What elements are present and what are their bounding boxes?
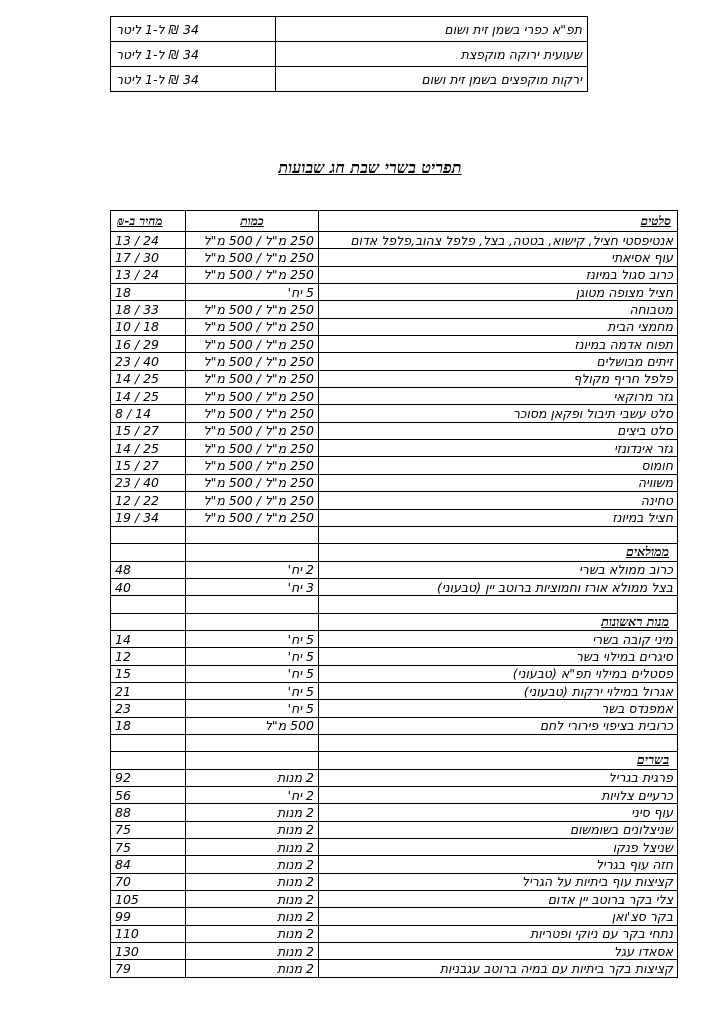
item-name: כרוב ממולא בשרי [319, 561, 678, 578]
blank-row [111, 526, 678, 543]
item-price: 25 / 14 [111, 440, 186, 457]
item-quantity: 250 מ"ל / 500 מ"ל [186, 492, 319, 509]
item-quantity: 250 מ"ל / 500 מ"ל [186, 457, 319, 474]
item-price: 34 ₪ ל-1 ליטר [111, 42, 276, 67]
item-name: ירקות מוקפצים בשמן זית ושום [276, 67, 588, 92]
menu-item-row [111, 284, 678, 301]
item-quantity: 250 מ"ל / 500 מ"ל [186, 440, 319, 457]
item-price: 79 [111, 960, 186, 977]
item-quantity: 5 יח' [186, 665, 319, 682]
menu-item-row [111, 891, 678, 908]
item-name: שניצלונים בשומשום [319, 821, 678, 838]
header-qty: כמות [186, 211, 319, 232]
menu-item-row [111, 700, 678, 717]
item-name: קציצות בקר ביתיות עם במיה ברוטב עגבניות [319, 960, 678, 977]
item-quantity: 250 מ"ל / 500 מ"ל [186, 370, 319, 387]
item-quantity: 2 מנות [186, 804, 319, 821]
menu-table-body [111, 232, 678, 978]
item-price: 34 / 19 [111, 509, 186, 526]
item-name: סיגרים במילוי בשר [319, 648, 678, 665]
item-name: טחינה [319, 492, 678, 509]
item-price: 25 / 14 [111, 370, 186, 387]
item-quantity: 250 מ"ל / 500 מ"ל [186, 318, 319, 335]
item-quantity: 2 מנות [186, 769, 319, 786]
menu-item-row [111, 492, 678, 509]
menu-item-row [111, 873, 678, 890]
item-name: זיתים מבושלים [319, 353, 678, 370]
menu-item-row [111, 943, 678, 960]
menu-item-row [111, 266, 678, 283]
blank-cell [111, 613, 186, 630]
item-price: 14 / 8 [111, 405, 186, 422]
item-name: מיני קובה בשרי [319, 630, 678, 647]
item-name: שניצל פנקו [319, 839, 678, 856]
item-name: כרובית בציפוי פירורי לחם [319, 717, 678, 734]
item-price: 22 / 12 [111, 492, 186, 509]
item-price: 27 / 15 [111, 457, 186, 474]
item-price: 48 [111, 561, 186, 578]
item-price: 23 [111, 700, 186, 717]
item-price: 88 [111, 804, 186, 821]
menu-item-row [111, 839, 678, 856]
blank-cell [186, 734, 319, 751]
item-name: אנטיפסטי חציל, קישוא, בטטה, בצל, פלפל צהוב,פלפל אדום [319, 232, 678, 249]
item-price: 29 / 16 [111, 336, 186, 353]
item-price: 34 ₪ ל-1 ליטר [111, 67, 276, 92]
blank-cell [319, 526, 678, 543]
item-name: פרגית בגריל [319, 769, 678, 786]
menu-item-row [111, 960, 678, 977]
item-quantity: 5 יח' [186, 682, 319, 699]
section-title: בשרים [319, 752, 678, 769]
item-name: סלט ביצים [319, 422, 678, 439]
section-header-row [111, 544, 678, 561]
item-price: 30 / 17 [111, 249, 186, 266]
item-name: אסאדו עגל [319, 943, 678, 960]
menu-title: תפריט בשרי שבת חג שבועות [278, 158, 462, 177]
menu-item-row [111, 630, 678, 647]
item-price: 40 [111, 578, 186, 595]
item-quantity: 2 מנות [186, 908, 319, 925]
item-name: עוף אסיאתי [319, 249, 678, 266]
item-name: אמפנדס בשר [319, 700, 678, 717]
menu-item-row [111, 457, 678, 474]
item-quantity: 2 יח' [186, 561, 319, 578]
item-quantity: 5 יח' [186, 630, 319, 647]
item-name: צלי בקר ברוטב יין אדום [319, 891, 678, 908]
item-price: 105 [111, 891, 186, 908]
item-quantity: 5 יח' [186, 648, 319, 665]
item-quantity: 5 יח' [186, 700, 319, 717]
item-price: 84 [111, 856, 186, 873]
item-name: חומוס [319, 457, 678, 474]
item-price: 70 [111, 873, 186, 890]
item-price: 110 [111, 925, 186, 942]
item-quantity: 250 מ"ל / 500 מ"ל [186, 405, 319, 422]
item-quantity: 250 מ"ל / 500 מ"ל [186, 474, 319, 491]
menu-item-row [111, 301, 678, 318]
item-quantity: 250 מ"ל / 500 מ"ל [186, 336, 319, 353]
item-name: בקר סצ'ואן [319, 908, 678, 925]
item-quantity: 5 יח' [186, 284, 319, 301]
item-quantity: 250 מ"ל / 500 מ"ל [186, 232, 319, 249]
item-quantity: 250 מ"ל / 500 מ"ל [186, 249, 319, 266]
item-price: 18 / 10 [111, 318, 186, 335]
blank-cell [111, 526, 186, 543]
menu-item-row [111, 769, 678, 786]
item-name: משוויה [319, 474, 678, 491]
item-price: 40 / 23 [111, 474, 186, 491]
item-name: חציל מצופה מטוגן [319, 284, 678, 301]
menu-item-row [111, 787, 678, 804]
blank-cell [319, 734, 678, 751]
blank-cell [319, 596, 678, 613]
blank-cell [186, 526, 319, 543]
menu-item-row [111, 856, 678, 873]
item-name: תפוח אדמה במיונז [319, 336, 678, 353]
item-price: 24 / 13 [111, 266, 186, 283]
item-name: מטבוחה [319, 301, 678, 318]
menu-item-row [111, 578, 678, 595]
header-price: מחיר ב-₪ [111, 211, 186, 232]
item-name: כרעיים צלויות [319, 787, 678, 804]
menu-item-row [111, 474, 678, 491]
menu-item-row [111, 318, 678, 335]
item-name: תפ"א כפרי בשמן זית ושום [276, 17, 588, 42]
blank-cell [186, 544, 319, 561]
item-price: 14 [111, 630, 186, 647]
menu-item-row [111, 232, 678, 249]
item-name: חציל במיונז [319, 509, 678, 526]
item-quantity: 2 מנות [186, 960, 319, 977]
item-name: פסטלים במילוי תפ"א (טבעוני) [319, 665, 678, 682]
menu-table [110, 210, 678, 978]
item-name: חזה עוף בגריל [319, 856, 678, 873]
item-price: 18 [111, 284, 186, 301]
item-quantity: 2 מנות [186, 925, 319, 942]
item-name: שעועית ירוקה מוקפצת [276, 42, 588, 67]
top-table-row [111, 42, 588, 67]
item-name: גזר אינדונזי [319, 440, 678, 457]
blank-row [111, 734, 678, 751]
menu-item-row [111, 561, 678, 578]
item-quantity: 500 מ"ל [186, 717, 319, 734]
section-title: ממולאים [319, 544, 678, 561]
menu-item-row [111, 509, 678, 526]
blank-cell [186, 613, 319, 630]
section-title: מנות ראשונות [319, 613, 678, 630]
item-quantity: 3 יח' [186, 578, 319, 595]
item-price: 75 [111, 839, 186, 856]
top-table-row [111, 67, 588, 92]
item-price: 40 / 23 [111, 353, 186, 370]
item-quantity: 2 מנות [186, 821, 319, 838]
menu-item-row [111, 804, 678, 821]
item-price: 27 / 15 [111, 422, 186, 439]
header-item: סלטים [319, 211, 678, 232]
item-quantity: 2 מנות [186, 856, 319, 873]
menu-item-row [111, 908, 678, 925]
item-price: 25 / 14 [111, 388, 186, 405]
menu-item-row [111, 665, 678, 682]
item-name: אגרול במילוי ירקות (טבעוני) [319, 682, 678, 699]
item-name: כרוב סגול במיונז [319, 266, 678, 283]
item-quantity: 250 מ"ל / 500 מ"ל [186, 388, 319, 405]
blank-cell [111, 544, 186, 561]
item-quantity: 2 מנות [186, 873, 319, 890]
menu-item-row [111, 682, 678, 699]
item-quantity: 2 מנות [186, 891, 319, 908]
item-price: 15 [111, 665, 186, 682]
item-price: 18 [111, 717, 186, 734]
menu-item-row [111, 440, 678, 457]
item-price: 92 [111, 769, 186, 786]
item-quantity: 250 מ"ל / 500 מ"ל [186, 266, 319, 283]
menu-item-row [111, 422, 678, 439]
menu-item-row [111, 370, 678, 387]
item-quantity: 2 מנות [186, 839, 319, 856]
blank-row [111, 596, 678, 613]
menu-item-row [111, 648, 678, 665]
menu-item-row [111, 388, 678, 405]
menu-item-row [111, 405, 678, 422]
item-quantity: 250 מ"ל / 500 מ"ל [186, 509, 319, 526]
menu-item-row [111, 336, 678, 353]
menu-item-row [111, 821, 678, 838]
blank-cell [186, 596, 319, 613]
item-name: סלט עשבי תיבול ופקאן מסוכר [319, 405, 678, 422]
item-name: עוף סיני [319, 804, 678, 821]
item-name: גזר מרוקאי [319, 388, 678, 405]
menu-header-row [111, 211, 678, 232]
blank-cell [111, 734, 186, 751]
item-quantity: 2 מנות [186, 943, 319, 960]
item-name: בצל ממולא אורז וחמוציות ברוטב יין (טבעוני) [319, 578, 678, 595]
item-quantity: 250 מ"ל / 500 מ"ל [186, 353, 319, 370]
item-price: 33 / 18 [111, 301, 186, 318]
item-quantity: 250 מ"ל / 500 מ"ל [186, 422, 319, 439]
menu-item-row [111, 717, 678, 734]
item-price: 130 [111, 943, 186, 960]
item-price: 99 [111, 908, 186, 925]
item-price: 75 [111, 821, 186, 838]
top-price-table-body [111, 17, 588, 92]
top-table-row [111, 17, 588, 42]
section-header-row [111, 752, 678, 769]
item-price: 56 [111, 787, 186, 804]
menu-item-row [111, 353, 678, 370]
item-price: 24 / 13 [111, 232, 186, 249]
item-price: 34 ₪ ל-1 ליטר [111, 17, 276, 42]
section-header-row [111, 613, 678, 630]
item-name: מחמצי הבית [319, 318, 678, 335]
top-price-table [110, 16, 588, 92]
item-name: נתחי בקר עם ניוקי ופטריות [319, 925, 678, 942]
menu-item-row [111, 925, 678, 942]
item-quantity: 250 מ"ל / 500 מ"ל [186, 301, 319, 318]
item-price: 21 [111, 682, 186, 699]
menu-item-row [111, 249, 678, 266]
blank-cell [186, 752, 319, 769]
blank-cell [111, 596, 186, 613]
item-quantity: 2 יח' [186, 787, 319, 804]
blank-cell [111, 752, 186, 769]
item-price: 12 [111, 648, 186, 665]
item-name: קציצות עוף ביתיות על הגריל [319, 873, 678, 890]
item-name: פלפל חריף מקולף [319, 370, 678, 387]
